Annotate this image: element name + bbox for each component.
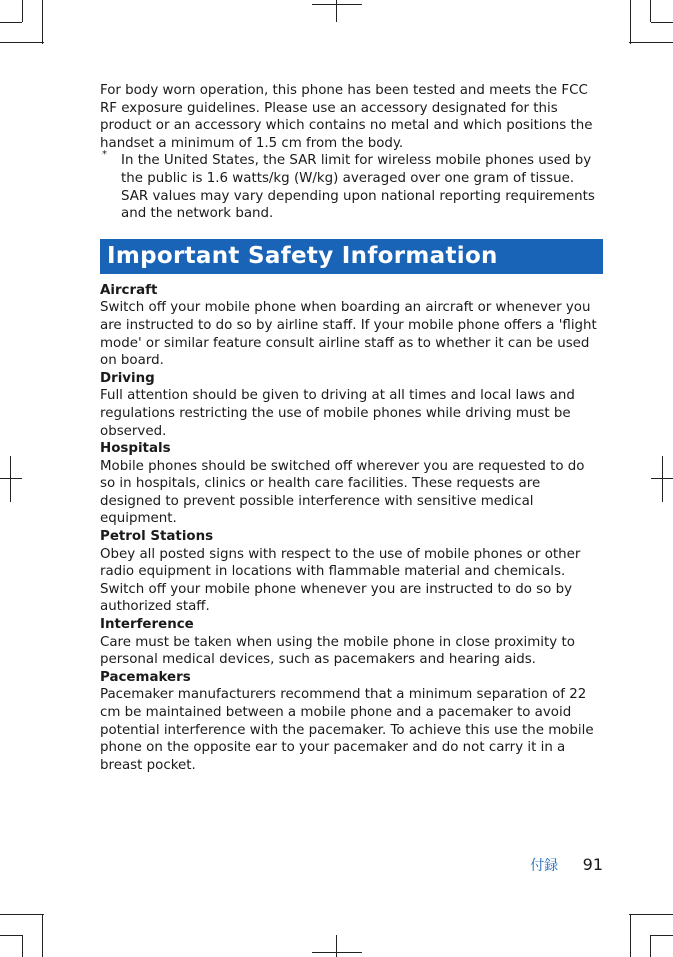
- section-aircraft: [100, 282, 603, 370]
- section-heading: Hospitals: [100, 441, 171, 457]
- sar-note-text: In the United States, the SAR limit for wireless mobile phones used by the public is 1.6 watts/kg (W/kg) averaged over one gram of tissue. SAR values may vary depending upon national reporting requirements and the network band.: [121, 153, 595, 222]
- section-heading: Driving: [100, 370, 155, 386]
- section-driving: [100, 370, 603, 440]
- page-number: 91: [582, 855, 603, 874]
- section-heading: Interference: [100, 617, 194, 633]
- page-content: [100, 82, 603, 774]
- section-body: Switch off your mobile phone when boarding an aircraft or whenever you are instructed to do so by airline staff. If your mobile phone offers a 'flight mode' or similar feature consult airline staff as to whether it can be used on board.: [100, 300, 597, 369]
- section-body: Obey all posted signs with respect to the use of mobile phones or other radio equipment in locations with flammable material and chemicals. Switch off your mobile phone whenever you are instructed to do so by authorized staff.: [100, 546, 581, 615]
- safety-sections: [100, 282, 603, 775]
- section-body: Pacemaker manufacturers recommend that a minimum separation of 22 cm be maintained between a mobile phone and a pacemaker to avoid potential interference with the pacemaker. To achieve this use the mobile phone on the opposite ear to your pacemaker and do not carry it in a breast pocket.: [100, 687, 594, 773]
- section-heading: Aircraft: [100, 282, 158, 298]
- section-heading: Pacemakers: [100, 669, 191, 685]
- section-body: Mobile phones should be switched off wherever you are requested to do so in hospitals, clinics or health care facilities. These requests are designed to prevent possible interference with sensitive medical equipment.: [100, 458, 585, 527]
- page-footer: [530, 855, 603, 875]
- section-banner: Important Safety Information: [100, 239, 603, 274]
- note-asterisk: *: [102, 149, 107, 161]
- sar-note: [100, 149, 603, 222]
- section-interference: [100, 616, 603, 669]
- intro-paragraph: For body worn operation, this phone has been tested and meets the FCC RF exposure guidelines. Please use an accessory designated for this product or an accessory which contains no metal and which positions the handset a minimum of 1.5 cm from the body.: [100, 83, 593, 151]
- section-heading: Petrol Stations: [100, 529, 214, 545]
- footer-category: 付録: [530, 858, 559, 874]
- section-body: Full attention should be given to driving at all times and local laws and regulations restricting the use of mobile phones while driving must be observed.: [100, 388, 575, 439]
- section-hospitals: [100, 440, 603, 528]
- section-body: Care must be taken when using the mobile phone in close proximity to personal medical devices, such as pacemakers and hearing aids.: [100, 634, 575, 668]
- section-petrol-stations: [100, 528, 603, 616]
- section-pacemakers: [100, 669, 603, 775]
